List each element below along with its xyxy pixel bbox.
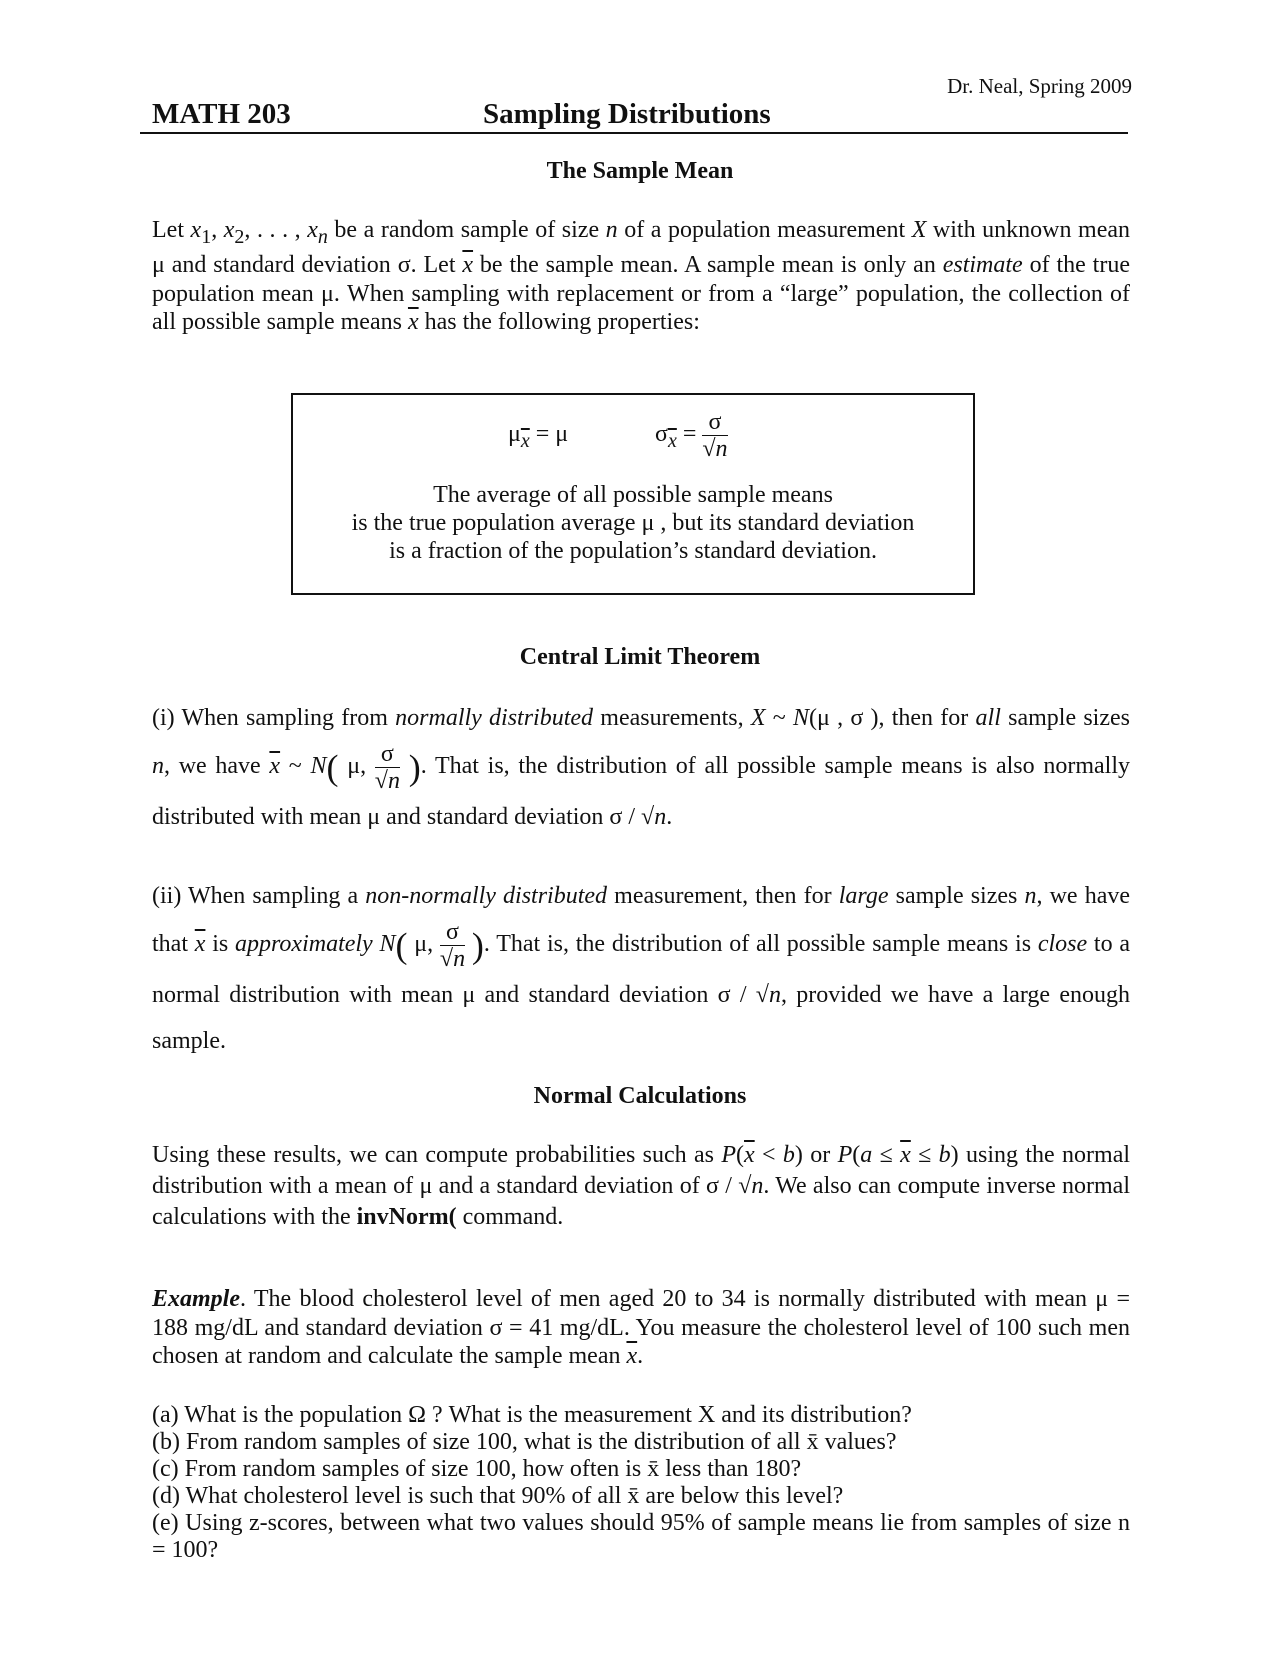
header-bar [140, 98, 1128, 134]
author-line: Dr. Neal, Spring 2009 [947, 74, 1132, 98]
mean-formula: $\mu_{\overline{x}} = \mu$ [508, 421, 569, 452]
example-label: Example [152, 1286, 240, 1312]
list-item: (d) What cholesterol level is such that 90% of all x̄ are below this level? [152, 1483, 844, 1509]
clt-part-ii: (ii) When sampling a non-normally distributed measurement, then for large sample sizes n, we have that $\overline{x}$ is approximately N( μ, $\frac{\sigma}{√n}$ ). That is, the distribution of all possible sample means is close to a normal distribution with mean μ and standard deviation σ / √n, provided we have a large enough sample. [152, 883, 1131, 1054]
box-line: The average of all possible sample means [433, 482, 833, 508]
properties-box [291, 393, 975, 595]
section-heading-sample-mean: The Sample Mean [546, 158, 734, 184]
clt-part-i: (i) When sampling from normally distributed measurements, X ~ N(μ , σ ), then for all sample sizes n, we have $\overline{x}$ ~ N( μ, $\frac{\sigma}{√n}$ ). That is, the distribution of all possible sample means is also normally distributed with mean μ and standard deviation σ / √n. [152, 705, 1131, 830]
box-line: is the true population average μ , but its standard deviation [351, 510, 915, 536]
sd-formula: $\sigma_{\overline{x}}$ = $\frac{\sigma}{√n}$ [655, 409, 728, 462]
box-explanation [293, 481, 973, 565]
normal-calc-paragraph: Using these results, we can compute probabilities such as $P(\overline{x} < b)$ or $P(a \le \overline{x} \le b)$ using the normal distribution with a mean of μ and a standard deviation of σ / √n. We also can compute inverse normal calculations with the invNorm( command. [152, 1142, 1131, 1230]
course-code: MATH 203 [152, 98, 291, 130]
section-heading-normal-calc: Normal Calculations [533, 1083, 747, 1109]
box-line: is a fraction of the population’s standard deviation. [389, 538, 877, 564]
section-heading-clt: Central Limit Theorem [519, 644, 761, 670]
invnorm-command: invNorm( [356, 1204, 457, 1230]
example-paragraph: Example. The blood cholesterol level of men aged 20 to 34 is normally distributed with mean μ = 188 mg/dL and standard deviation σ = 41 mg/dL. You measure the cholesterol level of 100 such men chosen at random and calculate the sample mean $\overline{x}$. [152, 1286, 1130, 1369]
box-formulas [293, 407, 973, 467]
list-item: (c) From random samples of size 100, how often is x̄ less than 180? [152, 1456, 802, 1482]
document-title: Sampling Distributions [483, 98, 771, 130]
sample-mean-paragraph: Let $x_1$, $x_2$, . . . , $x_n$ be a random sample of size n of a population measurement X with unknown mean μ and standard deviation σ. Let $\overline{x}$ be the sample mean. A sample mean is only an estimate of the true population mean μ. When sampling with replacement or from a “large” population, the collection of all possible sample means $\overline{x}$ has the following properties: [152, 217, 1131, 336]
list-item: (a) What is the population Ω ? What is the measurement X and its distribution? [152, 1402, 912, 1428]
list-item: (b) From random samples of size 100, what is the distribution of all x̄ values? [152, 1429, 897, 1455]
list-item: (e) Using z-scores, between what two values should 95% of sample means lie from samples of size n = 100? [152, 1510, 1130, 1563]
example-questions [152, 1402, 1130, 1564]
